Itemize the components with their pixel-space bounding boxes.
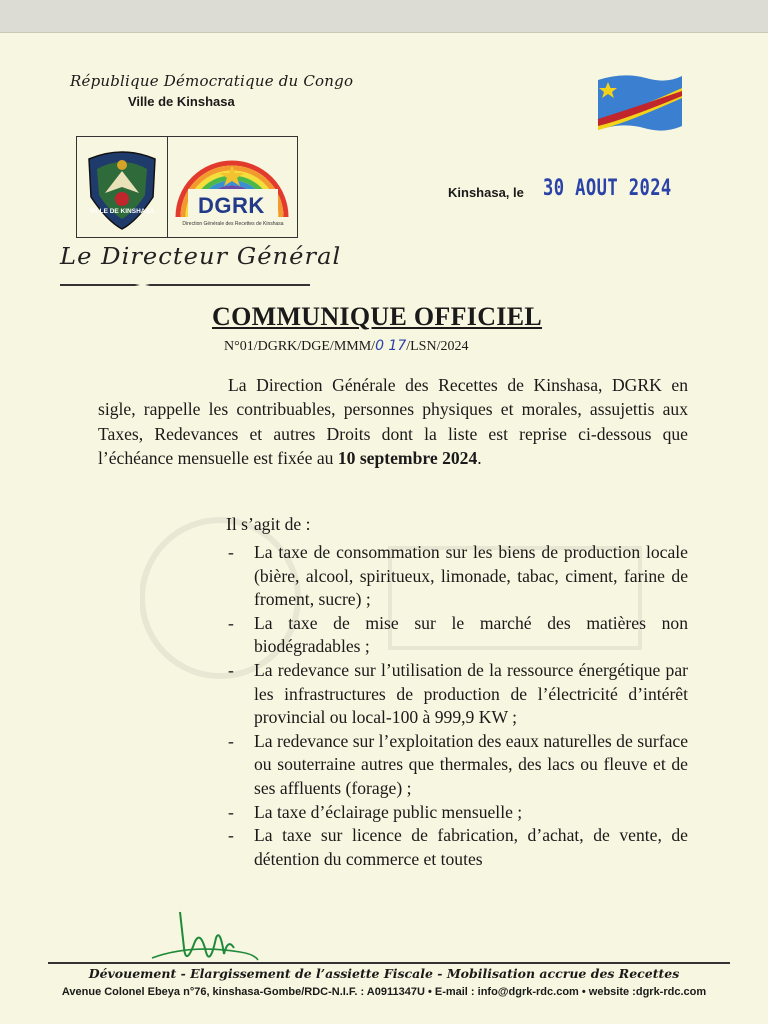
scan-top-edge xyxy=(0,0,768,33)
footer-motto: Dévouement - Elargissement de l’assiette Fiscale - Mobilisation accrue des Recettes xyxy=(88,966,680,981)
list-item: - La taxe de consommation sur les biens de production locale (bière, alcool, spiritueux, limonade, tabac, ciment, farine de froment, sucre) ; xyxy=(228,541,688,612)
list-item: - La redevance sur l’exploitation des eaux naturelles de surface ou souterraine autres que thermales, des lacs ou fleuve et de ses affluents (forage) ; xyxy=(228,730,688,801)
deadline-date: 10 septembre 2024 xyxy=(337,448,478,469)
dgrk-logo xyxy=(168,137,297,237)
list-intro: Il s’agit de : xyxy=(226,514,311,534)
republic-heading: République Démocratique du Congo xyxy=(70,72,354,90)
date-label: Kinshasa, le xyxy=(448,185,524,200)
communique-body xyxy=(98,373,688,471)
main-paragraph-text: La Direction Générale des Recettes de Kinshasa, DGRK en sigle, rappelle les contribuables, personnes physiques et morales, assujettis aux Taxes, Redevances et autres Droits dont la liste est reprise ci-dessous que l’échéance mensuelle est fixée au xyxy=(98,375,688,469)
reference-suffix: /LSN/2024 xyxy=(406,339,469,354)
drc-flag-icon xyxy=(594,72,686,134)
tax-list xyxy=(228,541,688,871)
signatory-underline xyxy=(60,284,310,286)
list-item: - La taxe sur licence de fabrication, d’achat, de vente, de détention du commerce et toutes xyxy=(228,824,688,871)
reference-prefix: N°01/DGRK/DGE/MMM/ xyxy=(224,339,376,354)
footer-address: Avenue Colonel Ebeya n°76, kinshasa-Gombe/RDC-N.I.F. : A0911347U • E-mail : info@dgrk-rdc.com • website :dgrk-rdc.com xyxy=(61,986,707,998)
date-stamp: 30 AOUT 2024 xyxy=(543,176,672,201)
document-title: COMMUNIQUE OFFICIEL xyxy=(212,302,542,331)
signatory-title: Le Directeur Général xyxy=(60,244,342,270)
main-paragraph xyxy=(98,373,688,471)
reference-handwritten: 0 17 xyxy=(375,338,407,354)
kinshasa-city-logo xyxy=(77,137,168,237)
kinshasa-shield-icon xyxy=(77,137,167,237)
list-item: - La taxe de mise sur le marché des matières non biodégradables ; xyxy=(228,612,688,659)
logos-frame xyxy=(76,136,298,238)
city-heading: Ville de Kinshasa xyxy=(128,94,235,109)
dgrk-logo-subtitle: Direction Générale des Recettes de Kinshasa xyxy=(182,221,284,227)
main-paragraph-period: . xyxy=(477,448,482,469)
list-item: - La taxe d’éclairage public mensuelle ; xyxy=(228,801,688,825)
footer-divider xyxy=(48,962,730,964)
list-item: - La redevance sur l’utilisation de la ressource énergétique par les infrastructures de production de l’électricité d’intérêt provincial ou local-100 à 999,9 KW ; xyxy=(228,659,688,730)
kinshasa-logo-text: VILLE DE KINSHASA xyxy=(89,208,155,215)
reference-number xyxy=(224,338,468,355)
dgrk-logo-title: DGRK xyxy=(198,193,265,218)
